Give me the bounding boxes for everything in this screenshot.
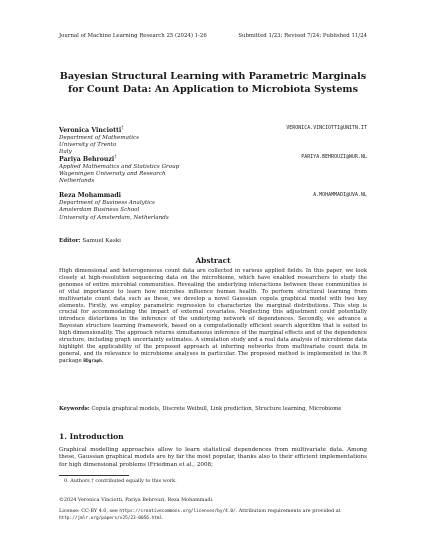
author-affiliation-line: Applied Mathematics and Statistics Group	[59, 164, 180, 171]
section-number: 1.	[59, 432, 67, 441]
author-affiliation-line: University of Amsterdam, Netherlands	[59, 214, 169, 221]
author-affiliation-line: Department of Mathematics	[59, 135, 139, 142]
abstract-end: .	[101, 357, 104, 364]
submission-dates: Submitted 1/23; Revised 7/24; Published 11/24	[238, 33, 367, 39]
paper-url-link[interactable]: http://jmlr.org/papers/v25/23-0056.html	[59, 516, 163, 522]
editor-line	[59, 238, 121, 244]
author-email[interactable]: VERONICA.VINCIOTTI@UNITN.IT	[286, 126, 367, 131]
author-mark: †	[121, 126, 124, 131]
keywords-label: Keywords:	[59, 406, 90, 412]
author-affiliation-line: Italy	[59, 149, 72, 156]
author-mark: †	[114, 155, 117, 160]
author-name: Veronica Vinciotti	[59, 126, 122, 134]
author-block	[59, 192, 367, 222]
keywords	[59, 406, 367, 413]
author-affiliation-line: Wageningen University and Research	[59, 171, 166, 178]
author-affiliation-line: University of Trento	[59, 142, 117, 149]
abstract-body: High dimensional and heterogeneous count data are collected in various applied fields. In this paper, we look closely at high-resolution sequencing data on the microbiome, which have enabled researchers to study the genomes of entire microbial communities. Revealing the underlying interactions between these communities is of vital importance to learn how microbes influence human health. To perform structural learning from multivariate count data such as these, we develop a novel Gaussian copula graphical model with two key elements. Firstly, we employ parametric regression to characterize the marginal distributions. This step is crucial for accommodating the impact of external covariates. Neglecting this adjustment could potentially introduce distortions in the inference of the underlying network of dependences. Secondly, we advance a Bayesian structure learning framework, based on a computationally efficient search algorithm that is suited to high dimensionality. The approach returns simultaneous inference of the marginal effects and of the dependence structure, including graph uncertainty estimates. A simulation study and a real data analysis of microbiome data highlight the applicability of the proposed approach at inferring networks from multivariate count data in general, and its relevance to microbiome analyses in particular. The proposed method is implemented in the R package	[59, 268, 367, 364]
author-affiliation-line: Netherlands	[59, 178, 95, 185]
keywords-text: Copula graphical models, Discrete Weibull, Link prediction, Structure learning, Microbiome	[91, 406, 342, 412]
license-url-link[interactable]: https://creativecommons.org/licenses/by/4.0/	[119, 509, 236, 514]
author-name: Reza Mohammadi	[59, 192, 122, 199]
section-title: Introduction	[69, 432, 124, 441]
section-heading	[59, 432, 124, 441]
author-block	[59, 125, 367, 157]
editor-label: Editor:	[59, 238, 81, 244]
copyright-line: ©2024 Veronica Vinciotti, Pariya Behrouzi, Reza Mohammadi.	[59, 497, 214, 503]
paper-title: Bayesian Structural Learning with Parametric Marginals for Count Data: An Application to Microbiota Systems	[59, 71, 367, 95]
license-text	[59, 508, 369, 523]
license-middle: . Attribution requirements are provided at	[235, 508, 341, 514]
package-name: BDgraph	[83, 358, 102, 364]
abstract-text	[59, 268, 367, 366]
author-name: Pariya Behrouzi	[59, 155, 115, 163]
intro-paragraph: Graphical modelling approaches allow to learn statistical dependences from multivariate data. Among these, Gaussian graphical models are by far the most popular, thanks also to their efficient implementations for high dimensional problems (Friedman et al., 2008;	[59, 447, 367, 468]
author-affiliation-line: Department of Business Analytics	[59, 200, 155, 207]
journal-header: Journal of Machine Learning Research 25 (2024) 1-26	[59, 33, 207, 39]
author-email[interactable]: PARIYA.BEHROUZI@WUR.NL	[301, 155, 367, 160]
abstract-heading: Abstract	[195, 256, 231, 265]
license-suffix: .	[162, 515, 164, 522]
author-affiliation-line: Amsterdam Business School	[59, 207, 140, 214]
author-email[interactable]: A.MOHAMMADI@UVA.NL	[313, 193, 367, 198]
author-block	[59, 154, 367, 186]
editor-name: Samuel Kaski	[82, 238, 121, 244]
license-prefix: License: CC-BY 4.0, see	[59, 508, 120, 514]
footnote: 0. Authors † contributed equally to this work.	[64, 478, 177, 484]
footnote-rule	[59, 475, 129, 476]
